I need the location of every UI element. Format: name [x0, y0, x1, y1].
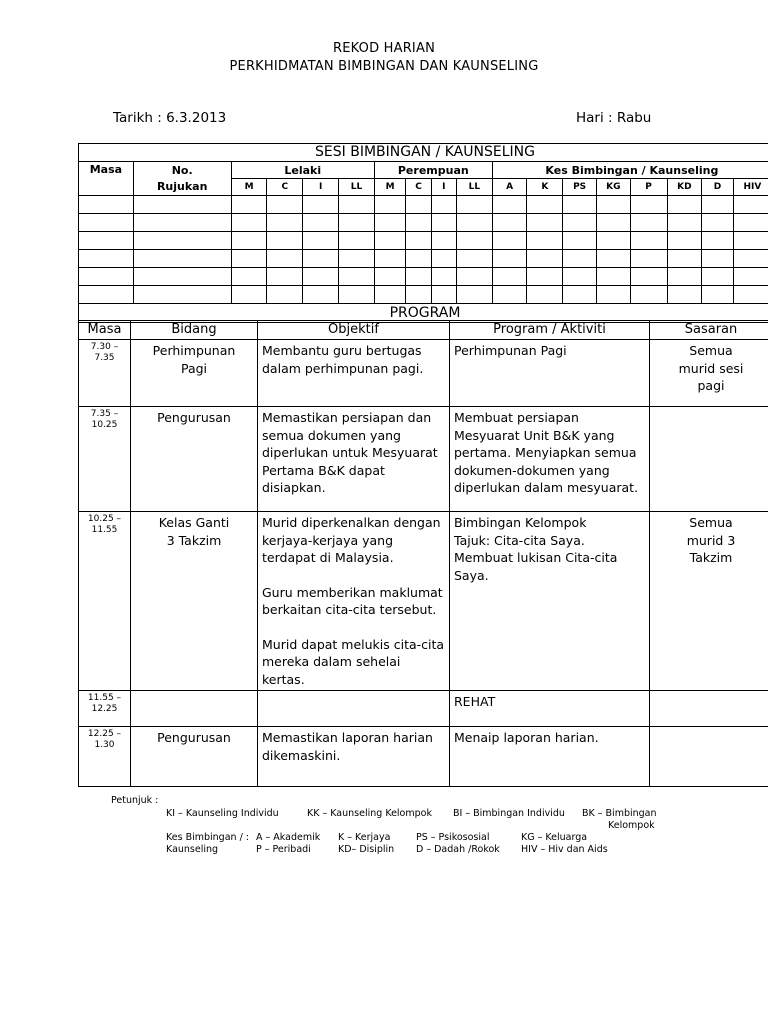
- empty-cell: [406, 232, 431, 250]
- empty-cell: [339, 286, 375, 304]
- legend-ps: PS – Psikososial: [416, 832, 490, 843]
- empty-cell: [667, 250, 702, 268]
- empty-cell: [267, 250, 303, 268]
- masa-cell: 10.25 – 11.55: [79, 512, 131, 691]
- empty-cell: [492, 268, 527, 286]
- empty-cell: [303, 268, 339, 286]
- empty-cell: [231, 196, 267, 214]
- empty-cell: [303, 250, 339, 268]
- empty-cell: [79, 214, 134, 232]
- empty-cell: [527, 196, 563, 214]
- empty-cell: [667, 286, 702, 304]
- empty-cell: [133, 196, 231, 214]
- empty-cell: [456, 268, 492, 286]
- empty-cell: [79, 232, 134, 250]
- empty-cell: [79, 196, 134, 214]
- program-cell: [450, 727, 650, 787]
- program-row: [79, 691, 768, 727]
- legend-d: D – Dadah /Rokok: [416, 844, 500, 855]
- empty-cell: [374, 196, 406, 214]
- program-line: Perhimpunan Pagi: [454, 343, 567, 358]
- lelaki-col: C: [267, 179, 303, 196]
- program-line: REHAT: [454, 694, 496, 709]
- empty-cell: [456, 214, 492, 232]
- objektif-column-header: Objektif: [258, 321, 450, 340]
- program-line: Menaip laporan harian.: [454, 730, 599, 745]
- program-row: [79, 340, 768, 407]
- empty-cell: [733, 286, 768, 304]
- sasaran-cell: Semua murid 3 Takzim: [650, 512, 768, 691]
- empty-cell: [431, 268, 456, 286]
- program-column-header: Program / Aktiviti: [450, 321, 650, 340]
- objektif-paragraph: Murid dapat melukis cita-cita mereka dalam sehelai kertas.: [262, 636, 445, 687]
- legend-kd: KD– Disiplin: [338, 844, 395, 855]
- empty-cell: [596, 250, 630, 268]
- program-row: [79, 727, 768, 787]
- empty-cell: [563, 286, 597, 304]
- kes-header: Kes Bimbingan / Kaunseling: [492, 162, 768, 179]
- kes-col: KG: [596, 179, 630, 196]
- masa-header: Masa: [79, 162, 134, 196]
- empty-cell: [702, 214, 734, 232]
- empty-cell: [231, 268, 267, 286]
- empty-cell: [667, 232, 702, 250]
- legend-bk-continued: Kelompok: [608, 820, 655, 831]
- session-title: SESI BIMBINGAN / KAUNSELING: [79, 144, 768, 162]
- empty-cell: [630, 232, 667, 250]
- program-row: [79, 512, 768, 691]
- program-table: [78, 320, 768, 787]
- empty-session-row: [79, 214, 768, 232]
- empty-cell: [79, 250, 134, 268]
- empty-cell: [339, 250, 375, 268]
- program-line: Membuat persiapan Mesyuarat Unit B&K yang pertama. Menyiapkan semua dokumen-dokumen yang diperlukan dalam mesyuarat.: [454, 410, 639, 495]
- empty-cell: [733, 250, 768, 268]
- objektif-cell: [258, 512, 450, 691]
- lelaki-col: I: [303, 179, 339, 196]
- legend-kk: KK – Kaunseling Kelompok: [307, 808, 432, 819]
- empty-cell: [702, 286, 734, 304]
- empty-cell: [733, 232, 768, 250]
- empty-cell: [133, 232, 231, 250]
- record-title: REKOD HARIAN: [333, 41, 435, 56]
- empty-cell: [733, 214, 768, 232]
- empty-cell: [492, 250, 527, 268]
- empty-cell: [456, 286, 492, 304]
- empty-cell: [374, 214, 406, 232]
- empty-cell: [492, 196, 527, 214]
- empty-cell: [267, 232, 303, 250]
- program-cell: [450, 407, 650, 512]
- empty-cell: [231, 286, 267, 304]
- bidang-cell: Pengurusan: [131, 727, 258, 787]
- legend-a: A – Akademik: [256, 832, 321, 843]
- empty-session-row: [79, 250, 768, 268]
- lelaki-col: LL: [339, 179, 375, 196]
- program-line: Membuat lukisan Cita-cita Saya.: [454, 550, 618, 583]
- empty-cell: [406, 196, 431, 214]
- session-table: [78, 143, 768, 323]
- kes-col: KD: [667, 179, 702, 196]
- empty-session-row: [79, 286, 768, 304]
- legend-p: P – Peribadi: [256, 844, 311, 855]
- empty-cell: [231, 232, 267, 250]
- kes-col: PS: [563, 179, 597, 196]
- empty-session-row: [79, 232, 768, 250]
- empty-cell: [596, 232, 630, 250]
- lelaki-header: Lelaki: [231, 162, 374, 179]
- empty-cell: [456, 196, 492, 214]
- empty-cell: [267, 286, 303, 304]
- empty-cell: [431, 214, 456, 232]
- empty-cell: [303, 232, 339, 250]
- legend-label: Petunjuk :: [111, 795, 159, 806]
- perempuan-col: I: [431, 179, 456, 196]
- masa-column-header: Masa: [79, 321, 131, 340]
- masa-cell: 7.35 – 10.25: [79, 407, 131, 512]
- legend-kes-label-continued: Kaunseling: [166, 844, 219, 855]
- empty-cell: [374, 286, 406, 304]
- empty-cell: [374, 268, 406, 286]
- paragraph-gap: [262, 567, 445, 584]
- empty-cell: [563, 196, 597, 214]
- perempuan-col: LL: [456, 179, 492, 196]
- empty-cell: [596, 286, 630, 304]
- perempuan-col: M: [374, 179, 406, 196]
- perempuan-col: C: [406, 179, 431, 196]
- empty-cell: [596, 196, 630, 214]
- sasaran-cell: Semua murid sesi pagi: [650, 340, 768, 407]
- kes-col: K: [527, 179, 563, 196]
- legend-ki: KI – Kaunseling Individu: [166, 808, 279, 819]
- empty-cell: [374, 250, 406, 268]
- empty-cell: [79, 268, 134, 286]
- empty-cell: [630, 214, 667, 232]
- empty-cell: [667, 196, 702, 214]
- program-cell: [450, 691, 650, 727]
- service-title: PERKHIDMATAN BIMBINGAN DAN KAUNSELING: [229, 59, 539, 74]
- program-cell: [450, 512, 650, 691]
- masa-cell: 7.30 – 7.35: [79, 340, 131, 407]
- sasaran-cell: [650, 407, 768, 512]
- empty-cell: [303, 214, 339, 232]
- sasaran-column-header: Sasaran: [650, 321, 768, 340]
- kes-col: A: [492, 179, 527, 196]
- empty-cell: [630, 268, 667, 286]
- objektif-cell: [258, 340, 450, 407]
- lelaki-col: M: [231, 179, 267, 196]
- empty-cell: [456, 232, 492, 250]
- legend-k: K – Kerjaya: [338, 832, 391, 843]
- empty-cell: [303, 286, 339, 304]
- empty-cell: [492, 286, 527, 304]
- objektif-paragraph: Memastikan persiapan dan semua dokumen yang diperlukan untuk Mesyuarat Pertama B&K dapat disiapkan.: [262, 410, 438, 495]
- empty-cell: [527, 286, 563, 304]
- empty-cell: [563, 250, 597, 268]
- objektif-cell: [258, 691, 450, 727]
- objektif-cell: [258, 407, 450, 512]
- empty-session-row: [79, 268, 768, 286]
- empty-cell: [492, 214, 527, 232]
- empty-cell: [702, 268, 734, 286]
- empty-cell: [267, 214, 303, 232]
- program-title: PROGRAM: [79, 304, 768, 323]
- sasaran-cell: [650, 727, 768, 787]
- legend-bi: BI – Bimbingan Individu: [453, 808, 565, 819]
- empty-cell: [667, 268, 702, 286]
- empty-cell: [702, 196, 734, 214]
- objektif-cell: [258, 727, 450, 787]
- empty-cell: [527, 268, 563, 286]
- empty-cell: [527, 214, 563, 232]
- empty-cell: [431, 286, 456, 304]
- program-line: Tajuk: Cita-cita Saya.: [454, 532, 585, 548]
- empty-cell: [339, 268, 375, 286]
- empty-cell: [133, 250, 231, 268]
- rujukan-header: No. Rujukan: [133, 162, 231, 196]
- masa-cell: 11.55 – 12.25: [79, 691, 131, 727]
- empty-cell: [374, 232, 406, 250]
- day-field: Hari : Rabu: [576, 110, 652, 126]
- empty-cell: [596, 214, 630, 232]
- empty-cell: [456, 250, 492, 268]
- empty-cell: [339, 196, 375, 214]
- kes-col: HIV: [733, 179, 768, 196]
- empty-cell: [527, 232, 563, 250]
- empty-cell: [431, 232, 456, 250]
- legend-bk: BK – Bimbingan: [582, 808, 657, 819]
- program-cell: [450, 340, 650, 407]
- perempuan-header: Perempuan: [374, 162, 492, 179]
- empty-cell: [630, 286, 667, 304]
- empty-cell: [563, 214, 597, 232]
- empty-cell: [231, 250, 267, 268]
- date-field: Tarikh : 6.3.2013: [113, 110, 227, 126]
- empty-cell: [527, 250, 563, 268]
- empty-cell: [431, 250, 456, 268]
- empty-cell: [133, 286, 231, 304]
- empty-cell: [79, 286, 134, 304]
- empty-cell: [733, 196, 768, 214]
- objektif-paragraph: Murid diperkenalkan dengan kerjaya-kerjaya yang terdapat di Malaysia.: [262, 515, 441, 565]
- empty-cell: [133, 268, 231, 286]
- program-row: [79, 407, 768, 512]
- empty-cell: [303, 196, 339, 214]
- empty-cell: [630, 196, 667, 214]
- empty-cell: [406, 250, 431, 268]
- empty-cell: [702, 232, 734, 250]
- empty-cell: [406, 214, 431, 232]
- empty-cell: [563, 268, 597, 286]
- paragraph-gap: [262, 619, 445, 636]
- masa-cell: 12.25 – 1.30: [79, 727, 131, 787]
- legend-kg: KG – Keluarga: [521, 832, 588, 843]
- objektif-paragraph: Memastikan laporan harian dikemaskini.: [262, 730, 433, 763]
- kes-col: D: [702, 179, 734, 196]
- sasaran-cell: [650, 691, 768, 727]
- bidang-cell: Kelas Ganti 3 Takzim: [131, 512, 258, 691]
- empty-cell: [596, 268, 630, 286]
- legend-kes-label: Kes Bimbingan / :: [166, 832, 249, 843]
- empty-cell: [630, 250, 667, 268]
- empty-cell: [133, 214, 231, 232]
- bidang-cell: Pengurusan: [131, 407, 258, 512]
- empty-cell: [406, 268, 431, 286]
- empty-cell: [267, 196, 303, 214]
- empty-cell: [339, 232, 375, 250]
- empty-cell: [339, 214, 375, 232]
- kes-col: P: [630, 179, 667, 196]
- empty-cell: [563, 232, 597, 250]
- objektif-paragraph: Guru memberikan maklumat berkaitan cita-cita tersebut.: [262, 584, 443, 617]
- empty-cell: [231, 214, 267, 232]
- empty-cell: [431, 196, 456, 214]
- program-line: Bimbingan Kelompok: [454, 515, 587, 530]
- bidang-cell: [131, 691, 258, 727]
- bidang-column-header: Bidang: [131, 321, 258, 340]
- empty-cell: [702, 250, 734, 268]
- bidang-cell: Perhimpunan Pagi: [131, 340, 258, 407]
- empty-cell: [406, 286, 431, 304]
- empty-cell: [492, 232, 527, 250]
- empty-cell: [267, 268, 303, 286]
- empty-cell: [667, 214, 702, 232]
- objektif-paragraph: Membantu guru bertugas dalam perhimpunan pagi.: [262, 343, 424, 376]
- empty-cell: [733, 268, 768, 286]
- empty-session-row: [79, 196, 768, 214]
- legend-hiv: HIV – Hiv dan Aids: [521, 844, 608, 855]
